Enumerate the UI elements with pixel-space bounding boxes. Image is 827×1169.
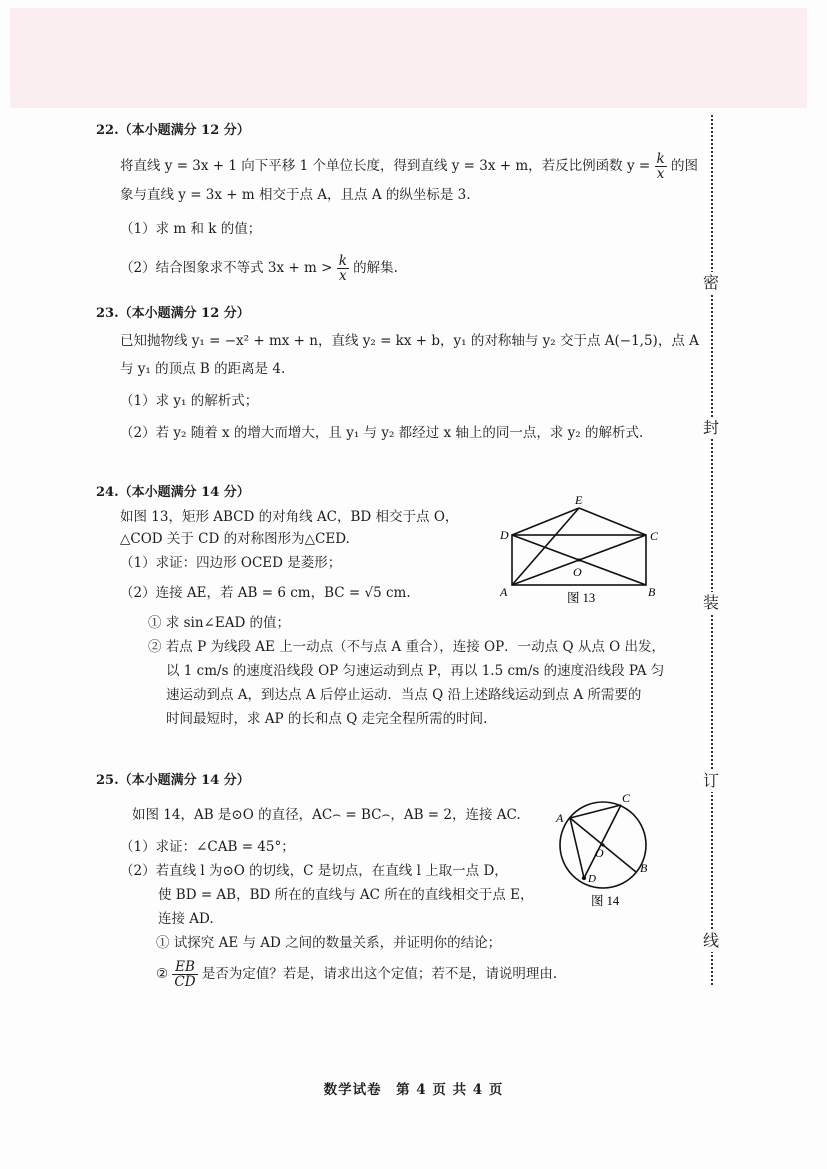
q22-line1 [120,152,698,181]
fig14-label-c: C [622,791,631,805]
q22-part2-text: （2）结合图象求不等式 3x + m > [120,260,333,276]
q25-sub2 [156,960,557,1000]
q22-line1-text: 将直线 y = 3x + 1 向下平移 1 个单位长度，得到直线 y = 3x + m，若反比例函数 y = [120,158,651,174]
q24-part2: （2）连接 AE，若 AB = 6 cm，BC = √5 cm. [120,585,411,601]
fig14-segment-cd [584,805,621,878]
q23-part2: （2）若 y₂ 随着 x 的增大而增大，且 y₁ 与 y₂ 都经过 x 轴上的同一点，求 y₂ 的解析式. [120,425,644,441]
q22-fraction [655,152,667,181]
fig14-label-d: D [588,873,596,885]
figure-14 [548,790,668,915]
q25-part2-l3: 连接 AD. [158,911,214,927]
fig13-label-d: D [500,528,509,542]
figure-13 [490,490,670,610]
q24-header: 24.（本小题满分 14 分） [96,485,250,500]
q22-part1: （1）求 m 和 k 的值； [120,221,262,237]
q23-line1: 已知抛物线 y₁ = −x² + mx + n，直线 y₂ = kx + b，y₁ 的对称轴与 y₂ 交于点 A(−1,5)，点 A [120,333,699,349]
q22-p2-frac-den: x [338,268,347,284]
q22-part2-end: 的解集. [353,260,398,276]
q25-sub2-text: 是否为定值？若是，请求出这个定值；若不是，请说明理由. [201,966,558,982]
fig13-label-a: A [500,585,508,599]
fig14-label-o: O [595,846,604,860]
fig13-caption: 图 13 [567,591,596,605]
q22-p2-frac-num: k [338,253,347,269]
q25-part1: （1）求证：∠CAB = 45°； [120,839,295,855]
fig13-label-e: E [575,493,583,507]
q22-part2 [120,254,398,283]
q24-sub1: ① 求 sin∠EAD 的值； [148,615,291,631]
q25-part2-l1: （2）若直线 l 为⊙O 的切线，C 是切点，在直线 l 上取一点 D， [120,863,508,879]
binding-char-feng: 封 [700,417,722,439]
q24-part1: （1）求证：四边形 OCED 是菱形； [120,555,342,571]
q25-header: 25.（本小题满分 14 分） [96,773,250,788]
binding-dotted-line [711,115,713,985]
fig14-caption: 图 14 [591,894,620,908]
fig13-segment-ae [512,508,579,585]
q25-sub1: ① 试探究 AE 与 AD 之间的数量关系，并证明你的结论； [156,935,502,951]
q22-part2-fraction [337,254,349,283]
q25-part2-l2: 使 BD = AB，BD 所在的直线与 AC 所在的直线相交于点 E， [158,887,534,903]
q22-line2: 象与直线 y = 3x + m 相交于点 A，且点 A 的纵坐标是 3. [120,187,471,203]
q24-sub2-l4: 时间最短时，求 AP 的长和点 Q 走完全程所需的时间. [166,711,488,727]
q25-frac-den: CD [174,974,196,990]
page-footer: 数学试卷 第 4 页 共 4 页 [323,1082,504,1098]
fig14-point-d [582,876,586,880]
q23-line2: 与 y₁ 的顶点 B 的距离是 4. [120,361,286,377]
q23-part1: （1）求 y₁ 的解析式； [120,393,259,409]
fig14-label-b: B [640,861,648,875]
binding-char-ding: 订 [700,770,722,792]
fig14-chord-ac [570,805,621,818]
fig14-label-a: A [556,811,564,825]
fig13-label-b: B [648,585,656,599]
fig13-segment-de [512,508,579,535]
q24-sub2-l2: 以 1 cm/s 的速度沿线段 OP 匀速运动到点 P，再以 1.5 cm/s 的速度沿线段 PA 匀 [166,663,665,679]
q22-frac-num: k [656,151,665,167]
q24-sub2-l3: 速运动到点 A，到达点 A 后停止运动．当点 Q 沿上述路线运动到点 A 所需要的 [166,687,642,703]
q25-sub2-fraction [172,960,197,989]
fig13-label-o: O [573,565,582,579]
q22-frac-den: x [656,166,665,182]
fig13-label-c: C [650,529,659,543]
fig13-segment-ce [579,508,646,535]
q24-line1: 如图 13，矩形 ABCD 的对角线 AC，BD 相交于点 O， [120,509,459,525]
q25-line1: 如图 14，AB 是⊙O 的直径，AC⌢ = BC⌢，AB = 2，连接 AC. [132,807,521,823]
q24-line2: △COD 关于 CD 的对称图形为△CED. [120,531,350,547]
binding-char-mi: 密 [700,272,722,294]
q25-frac-num: EB [172,960,197,975]
top-band [10,8,807,108]
q25-sub2-marker: ② [156,966,169,982]
q24-sub2-l1: ② 若点 P 为线段 AE 上一动点（不与点 A 重合），连接 OP．一动点 Q 从点 O 出发， [148,639,665,655]
binding-char-xian: 线 [700,930,722,952]
q22-header: 22.（本小题满分 12 分） [96,123,250,138]
q23-header: 23.（本小题满分 12 分） [96,306,250,321]
fig13-point-o [577,558,580,561]
binding-char-zhuang: 装 [700,592,722,614]
q22-line1-end: 的图 [670,158,698,174]
